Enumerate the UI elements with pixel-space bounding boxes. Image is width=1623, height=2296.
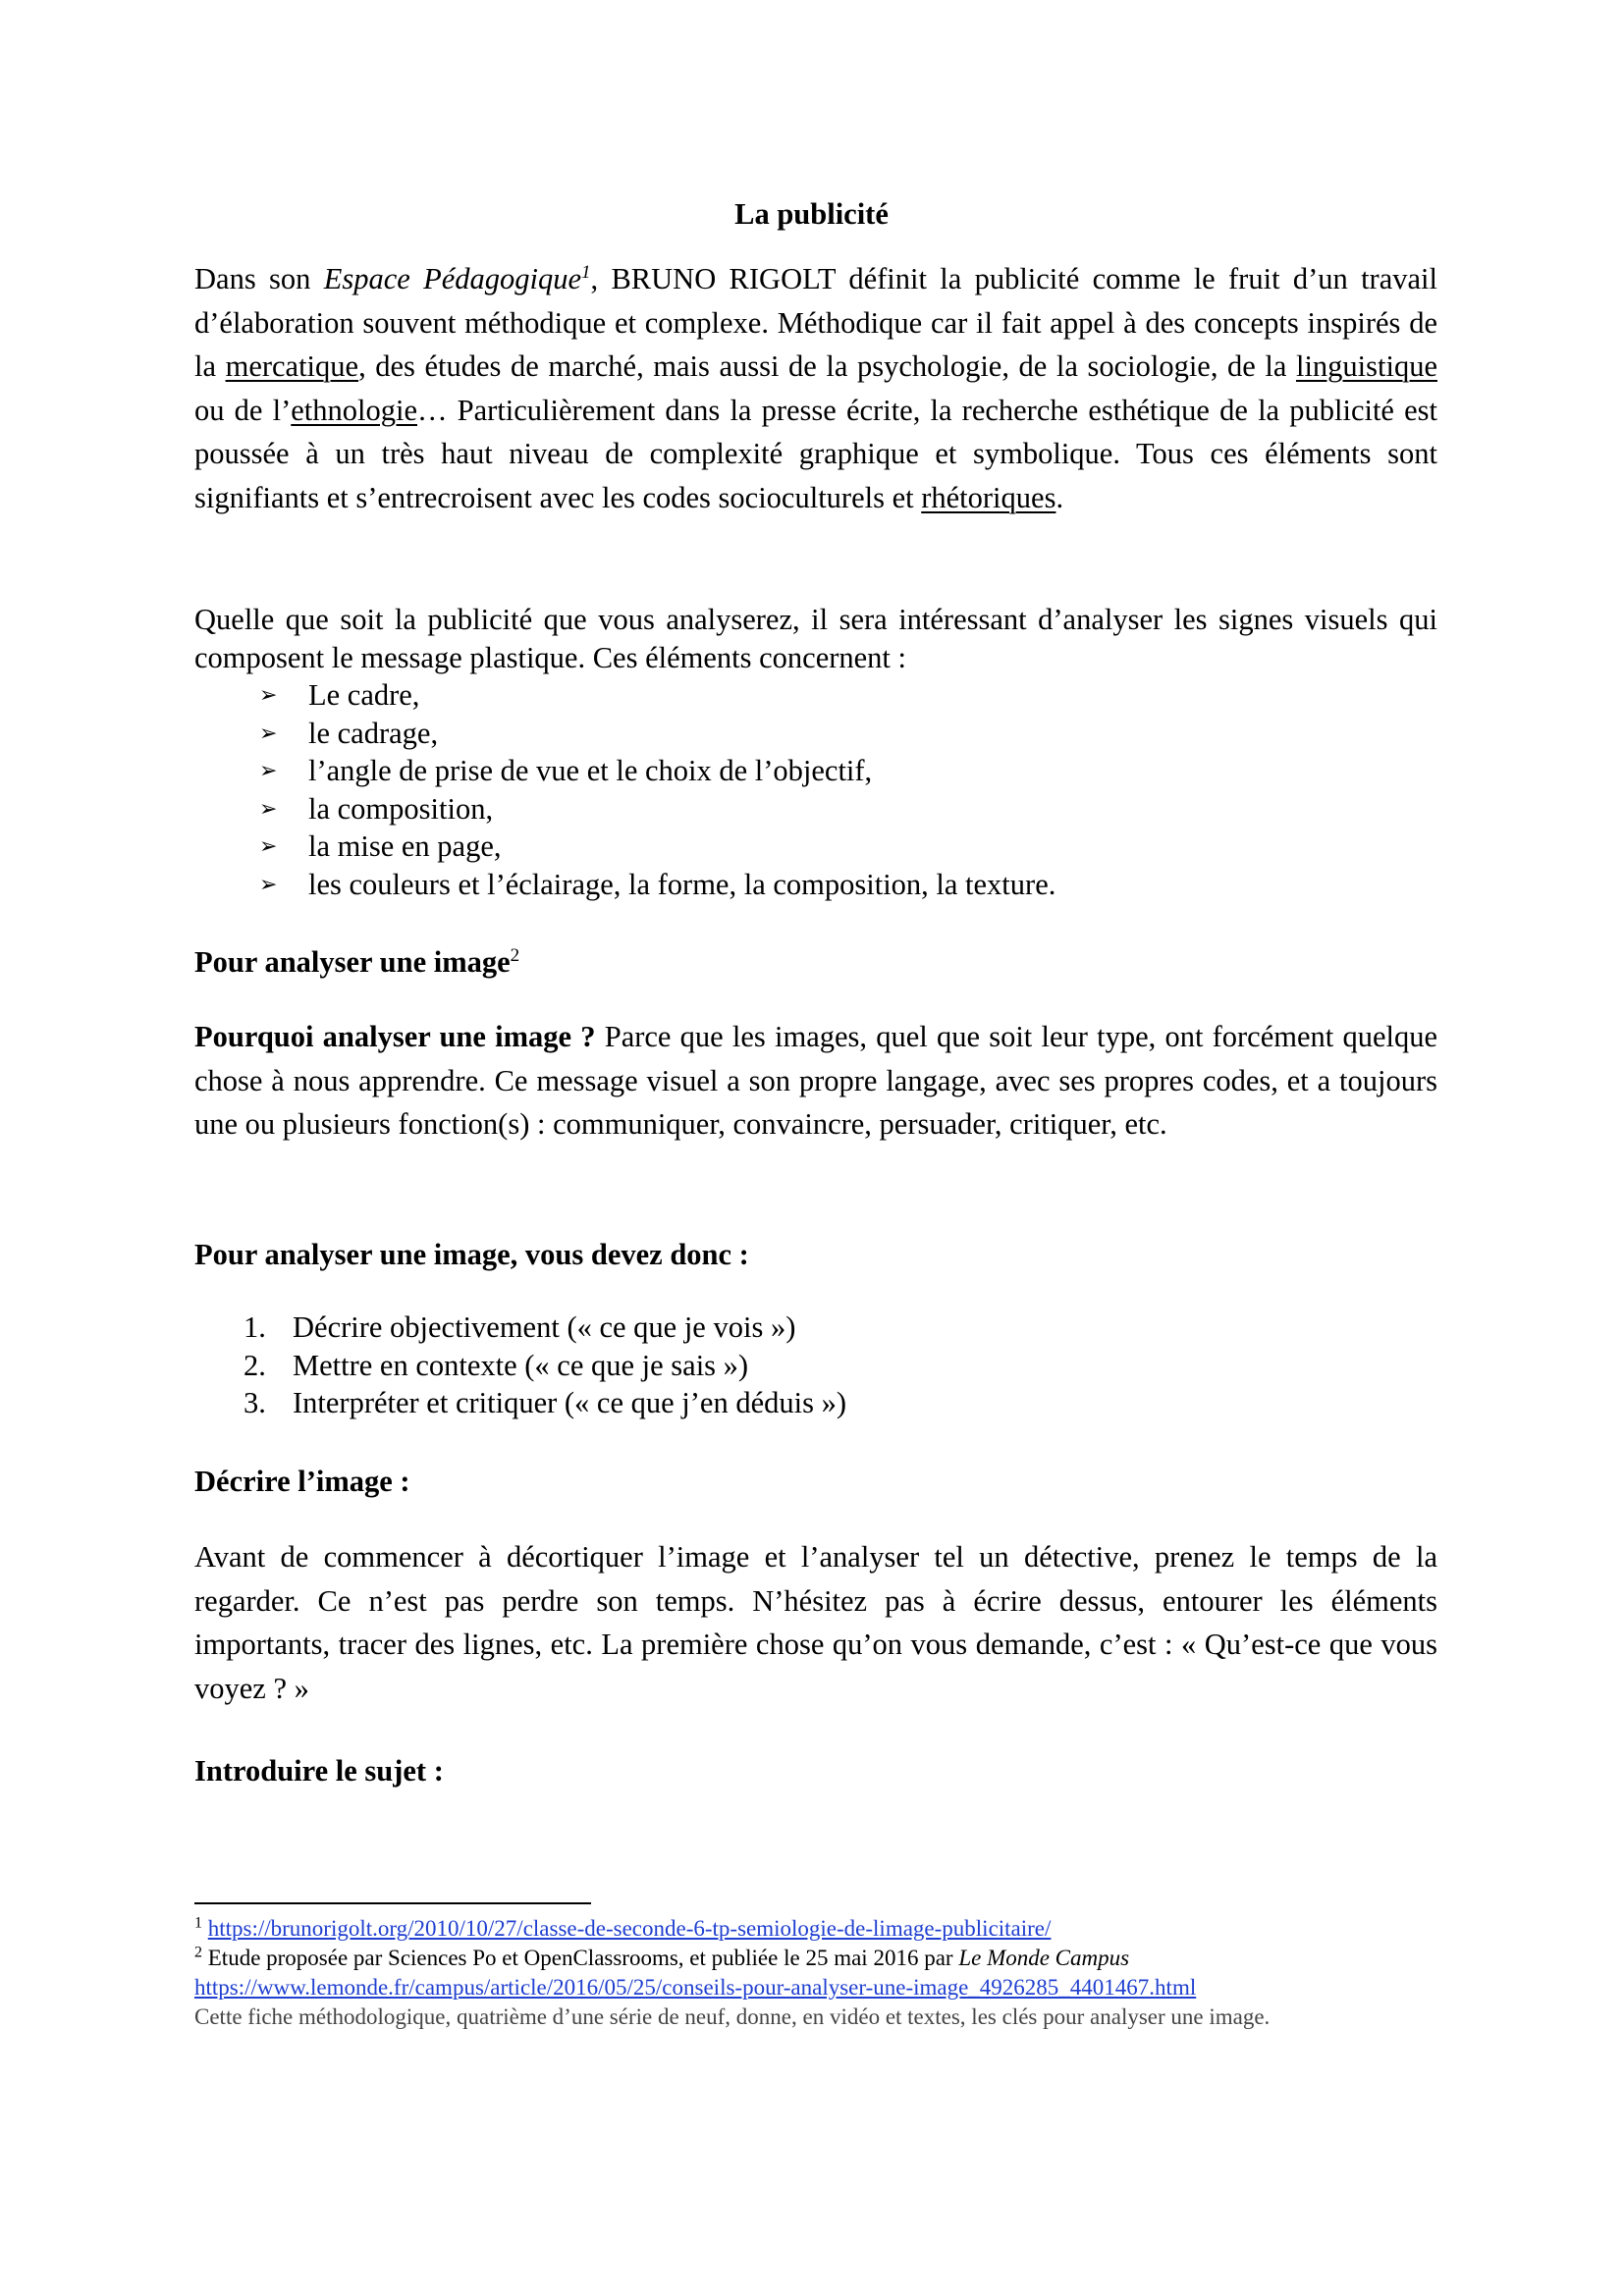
link-rhetoriques[interactable]: rhétoriques bbox=[921, 480, 1056, 514]
intro-text-1: Dans son bbox=[194, 262, 324, 295]
book-title: Espace Pédagogique bbox=[323, 262, 582, 295]
steps-list bbox=[194, 1308, 1437, 1422]
footnote-1: $^1$ https://brunorigolt.org/2010/10/27/classe-de-seconde-6-tp-semiologie-de-limage-publicitaire/ bbox=[194, 1914, 1052, 1941]
pourquoi-question: Pourquoi analyser une image ? bbox=[194, 1020, 596, 1053]
pourquoi-text: Parce que les images, quel que soit leur type, ont forcément quelque chose à nous apprendre. Ce message visuel a son propre langage, avec ses propres codes, et a toujours une ou plusieurs fonction(s) : communiquer, convaincre, persuader, critiquer, etc. bbox=[194, 1020, 1437, 1141]
arrow-bullet-icon: ➢ bbox=[259, 833, 278, 858]
footnote-1-link[interactable]: https://brunorigolt.org/2010/10/27/classe-de-seconde-6-tp-semiologie-de-limage-publicitaire/ bbox=[207, 1916, 1052, 1941]
footnote-2-text: Etude proposée par Sciences Po et OpenClassrooms, et publiée le 25 mai 2016 par bbox=[202, 1946, 959, 1970]
list-item: ➢ Le cadre, bbox=[251, 676, 1437, 715]
intro-text-2: , BRUNO RIGOLT définit la publicité comme le fruit d’un travail d’élaboration souvent méthodique et complexe. Méthodique car il fait appel à des concepts inspirés de la bbox=[194, 262, 1437, 383]
footnotes bbox=[194, 1914, 1437, 2032]
footnote-2: $^2$ Etude proposée par Sciences Po et OpenClassrooms, et publiée le 25 mai 2016 par Le Monde Campus https://www.lemonde.fr/campus/article/2016/05/25/conseils-pour-analyser-une-image_4926285_4401467.html bbox=[194, 1944, 1197, 2000]
arrow-bullet-icon: ➢ bbox=[259, 795, 278, 821]
arrow-bullet-icon: ➢ bbox=[259, 871, 278, 896]
link-linguistique[interactable]: linguistique bbox=[1295, 349, 1437, 383]
footnote-2-source: Le Monde Campus bbox=[958, 1946, 1130, 1970]
arrow-bullet-icon: ➢ bbox=[259, 758, 278, 782]
footnote-separator bbox=[194, 1902, 591, 1904]
list-item: ➢ les couleurs et l’éclairage, la forme, la composition, la texture. bbox=[251, 866, 1437, 904]
arrow-bullet-icon: ➢ bbox=[259, 720, 278, 745]
intro-text-5: … Particulièrement dans la presse écrite, la recherche esthétique de la publicité est poussée à un très haut niveau de complexité graphique et symbolique. Tous ces éléments sont signifiants et s’entrecroisent avec les codes socioculturels et bbox=[194, 393, 1438, 514]
list-item: ➢ le cadrage, bbox=[251, 715, 1437, 753]
intro-text-6: . bbox=[1055, 480, 1064, 514]
link-mercatique[interactable]: mercatique bbox=[225, 349, 359, 383]
list-item: ➢ la composition, bbox=[251, 790, 1437, 828]
para-plastic-message: Quelle que soit la publicité que vous analyserez, il sera intéressant d’analyser les signes visuels qui composent le message plastique. Ces éléments concernent : bbox=[194, 603, 1437, 674]
elements-list-container bbox=[194, 676, 1437, 903]
page-title: La publicité bbox=[734, 197, 889, 231]
plastic-message-paragraph bbox=[194, 601, 1437, 676]
arrow-bullet-icon: ➢ bbox=[259, 682, 278, 707]
heading-decrire-image: Décrire l’image : bbox=[194, 1465, 410, 1498]
list-item: 2. Mettre en contexte (« ce que je sais ») bbox=[243, 1348, 749, 1382]
list-item: 3. Interpréter et critiquer (« ce que j’en déduis ») bbox=[243, 1386, 846, 1419]
pourquoi-paragraph bbox=[194, 1015, 1437, 1147]
footnote-ref-1[interactable]: 1 bbox=[581, 261, 591, 283]
intro-text-4: ou de l’ bbox=[194, 393, 292, 427]
footnote-2-link[interactable]: https://www.lemonde.fr/campus/article/2016/05/25/conseils-pour-analyser-une-image_4926285_4401467.html bbox=[194, 1975, 1197, 2000]
link-ethnologie[interactable]: ethnologie bbox=[291, 393, 417, 427]
list-item: 1. Décrire objectivement (« ce que je vois ») bbox=[243, 1310, 796, 1344]
footnote-ref-2[interactable]: 2 bbox=[510, 944, 520, 966]
list-item: ➢ la mise en page, bbox=[251, 828, 1437, 866]
intro-paragraph bbox=[194, 257, 1437, 519]
intro-text-3: , des études de marché, mais aussi de la psychologie, de la sociologie, de la bbox=[358, 349, 1296, 383]
elements-list bbox=[194, 676, 1437, 903]
heading-introduire-sujet: Introduire le sujet : bbox=[194, 1754, 444, 1788]
decrire-paragraph: Avant de commencer à décortiquer l’image et l’analyser tel un détective, prenez le temps de la regarder. Ce n’est pas perdre son temps. N’hésitez pas à écrire dessus, entourer les éléments importants, tracer des lignes, etc. La première chose qu’on vous demande, c’est : « Qu’est-ce que vous voyez ? » bbox=[194, 1540, 1437, 1705]
footnote-2-description: Cette fiche méthodologique, quatrième d’une série de neuf, donne, en vidéo et textes, les clés pour analyser une image. bbox=[194, 2004, 1271, 2029]
heading-analyser-image: Pour analyser une image$^2$ bbox=[194, 944, 520, 979]
steps-container bbox=[194, 1308, 1437, 1422]
list-item: ➢ l’angle de prise de vue et le choix de l’objectif, bbox=[251, 752, 1437, 790]
heading-devez-donc: Pour analyser une image, vous devez donc : bbox=[194, 1238, 749, 1271]
